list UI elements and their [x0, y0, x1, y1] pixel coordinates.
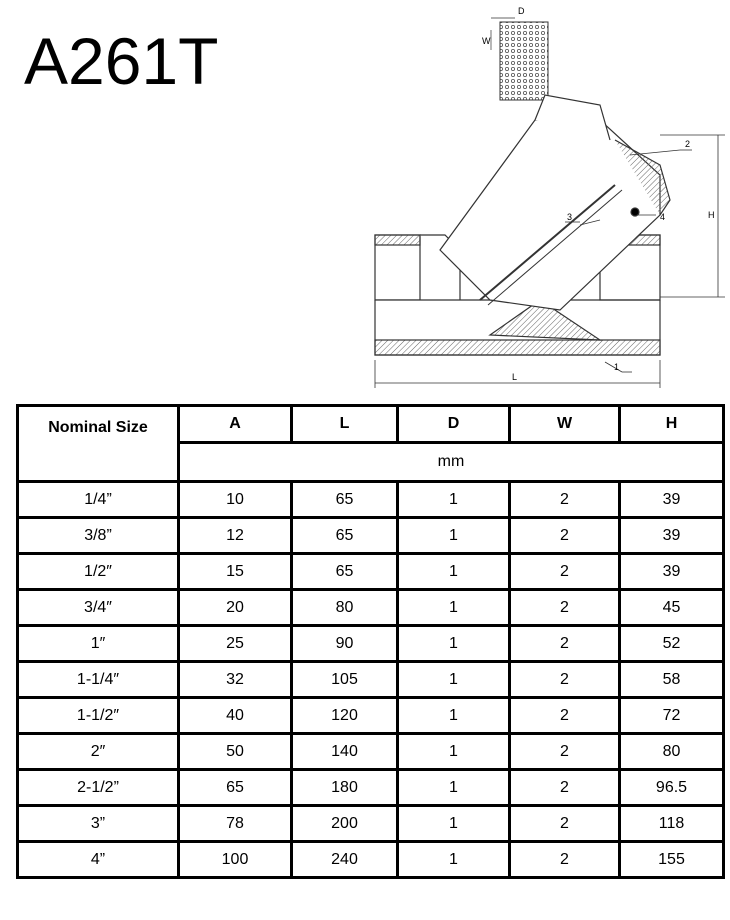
header-nominal-size: Nominal Size — [18, 406, 179, 482]
header-l: L — [292, 406, 398, 443]
cell-nominal-size: 2-1/2” — [18, 770, 179, 806]
cell-h: 155 — [620, 842, 724, 878]
dimension-table — [16, 404, 725, 879]
header-a: A — [179, 406, 292, 443]
callout-1: 1 — [614, 362, 620, 372]
callout-3: 3 — [567, 212, 573, 222]
table-row — [18, 482, 724, 518]
cell-w: 2 — [510, 698, 620, 734]
cell-h: 45 — [620, 590, 724, 626]
cell-d: 1 — [398, 770, 510, 806]
cell-h: 80 — [620, 734, 724, 770]
cell-d: 1 — [398, 734, 510, 770]
cell-h: 72 — [620, 698, 724, 734]
cell-l: 240 — [292, 842, 398, 878]
cell-l: 65 — [292, 518, 398, 554]
cell-w: 2 — [510, 662, 620, 698]
callout-2: 2 — [685, 139, 691, 149]
cell-a: 50 — [179, 734, 292, 770]
cell-d: 1 — [398, 842, 510, 878]
header-w: W — [510, 406, 620, 443]
cell-d: 1 — [398, 662, 510, 698]
unit-label: mm — [179, 443, 724, 482]
cell-l: 65 — [292, 554, 398, 590]
cell-h: 39 — [620, 554, 724, 590]
cell-d: 1 — [398, 554, 510, 590]
cell-w: 2 — [510, 554, 620, 590]
cell-nominal-size: 1-1/2″ — [18, 698, 179, 734]
cell-a: 32 — [179, 662, 292, 698]
cell-w: 2 — [510, 482, 620, 518]
cell-nominal-size: 3/8” — [18, 518, 179, 554]
cell-a: 12 — [179, 518, 292, 554]
cell-nominal-size: 1/2″ — [18, 554, 179, 590]
cell-w: 2 — [510, 842, 620, 878]
cell-d: 1 — [398, 626, 510, 662]
cell-nominal-size: 1-1/4″ — [18, 662, 179, 698]
cell-h: 96.5 — [620, 770, 724, 806]
cell-h: 58 — [620, 662, 724, 698]
cell-w: 2 — [510, 806, 620, 842]
header-h: H — [620, 406, 724, 443]
cell-nominal-size: 3/4″ — [18, 590, 179, 626]
cell-a: 25 — [179, 626, 292, 662]
cell-l: 180 — [292, 770, 398, 806]
table-row — [18, 590, 724, 626]
cell-d: 1 — [398, 698, 510, 734]
cell-h: 52 — [620, 626, 724, 662]
cell-a: 78 — [179, 806, 292, 842]
cell-l: 200 — [292, 806, 398, 842]
cell-w: 2 — [510, 734, 620, 770]
dim-label-l: L — [512, 372, 518, 382]
cell-h: 118 — [620, 806, 724, 842]
cell-a: 10 — [179, 482, 292, 518]
dim-label-h: H — [708, 210, 715, 220]
table-row — [18, 698, 724, 734]
cell-nominal-size: 4” — [18, 842, 179, 878]
table-body — [18, 482, 724, 878]
strainer-technical-drawing — [360, 0, 730, 395]
table-row — [18, 734, 724, 770]
cell-h: 39 — [620, 518, 724, 554]
cell-l: 90 — [292, 626, 398, 662]
cell-nominal-size: 3” — [18, 806, 179, 842]
table-row — [18, 518, 724, 554]
cell-nominal-size: 1/4” — [18, 482, 179, 518]
cell-d: 1 — [398, 806, 510, 842]
table-row — [18, 662, 724, 698]
cell-a: 100 — [179, 842, 292, 878]
cell-l: 65 — [292, 482, 398, 518]
cell-w: 2 — [510, 626, 620, 662]
table-row — [18, 842, 724, 878]
header-d: D — [398, 406, 510, 443]
dim-label-d: D — [518, 6, 525, 16]
table-row — [18, 626, 724, 662]
cell-a: 15 — [179, 554, 292, 590]
cell-w: 2 — [510, 590, 620, 626]
cell-d: 1 — [398, 482, 510, 518]
cell-w: 2 — [510, 518, 620, 554]
cell-a: 65 — [179, 770, 292, 806]
cell-d: 1 — [398, 518, 510, 554]
cell-w: 2 — [510, 770, 620, 806]
cell-d: 1 — [398, 590, 510, 626]
cell-l: 105 — [292, 662, 398, 698]
valve-body — [375, 95, 670, 355]
cell-nominal-size: 1″ — [18, 626, 179, 662]
cell-l: 80 — [292, 590, 398, 626]
mesh-detail — [482, 6, 548, 100]
cell-l: 140 — [292, 734, 398, 770]
dim-label-w: W — [482, 36, 491, 46]
product-title: A261T — [24, 24, 219, 98]
table-row — [18, 806, 724, 842]
cell-a: 40 — [179, 698, 292, 734]
table-header-row — [18, 406, 724, 443]
cell-l: 120 — [292, 698, 398, 734]
cell-nominal-size: 2″ — [18, 734, 179, 770]
cell-h: 39 — [620, 482, 724, 518]
cell-a: 20 — [179, 590, 292, 626]
callout-4: 4 — [660, 212, 666, 222]
table-row — [18, 554, 724, 590]
table-row — [18, 770, 724, 806]
